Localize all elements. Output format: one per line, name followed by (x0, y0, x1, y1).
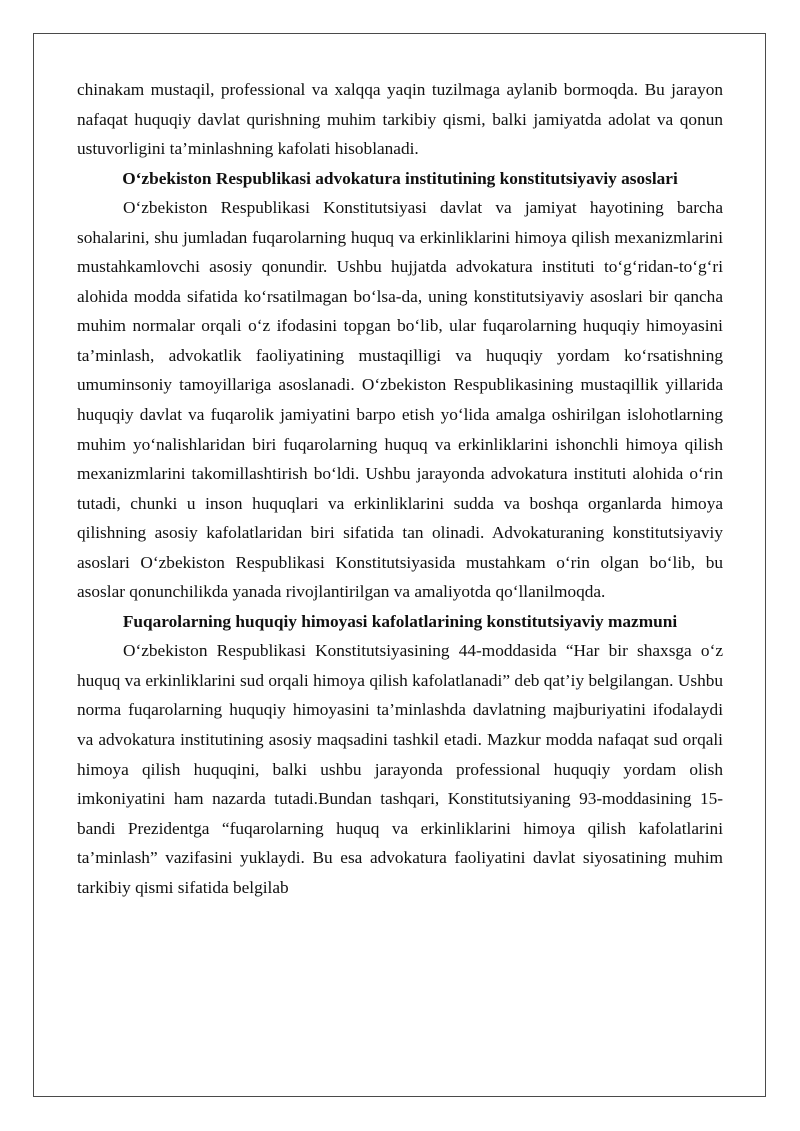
document-body (77, 75, 723, 902)
paragraph-legal-protection-guarantees: O‘zbekiston Respublikasi Konstitutsiyasining 44-moddasida “Har bir shaxsga o‘z huquq va erkinliklarini sud orqali himoya qilish kafolatlanadi” deb qat’iy belgilangan. Ushbu norma fuqarolarning huquqiy himoyasini ta’minlashda davlatning majburiyatini ifodalaydi va advokatura institutining asosiy maqsadini tashkil etadi. Mazkur modda nafaqat sud orqali himoya qilish huquqini, balki ushbu jarayonda professional huquqiy yordam olish imkoniyatini ham nazarda tutadi.Bundan tashqari, Konstitutsiyaning 93-moddasining 15-bandi Prezidentga “fuqarolarning huquq va erkinliklarini himoya qilish kafolatlarini ta’minlash” vazifasini yuklaydi. Bu esa advokatura faoliyatini davlat siyosatining muhim tarkibiy qismi sifatida belgilab (77, 641, 723, 897)
paragraph-constitutional-foundations: O‘zbekiston Respublikasi Konstitutsiyasi davlat va jamiyat hayotining barcha sohalarini, shu jumladan fuqarolarning huquq va erkinliklarini himoya qilish mexanizmlarini mustahkamlovchi asosiy qonundir. Ushbu hujjatda advokatura instituti to‘g‘ridan-to‘g‘ri alohida modda sifatida ko‘rsatilmagan bo‘lsa-da, uning konstitutsiyaviy asoslari bir qancha muhim normalar orqali o‘z ifodasini topgan bo‘lib, ular fuqarolarning huquqiy himoyasini ta’minlash, advokatlik faoliyatining mustaqilligi va huquqiy yordam ko‘rsatishning umuminsoniy tamoyillariga asoslanadi. O‘zbekiston Respublikasining mustaqillik yillarida huquqiy davlat va fuqarolik jamiyatini barpo etish yo‘lida amalga oshirilgan islohotlarning muhim yo‘nalishlaridan biri fuqarolarning huquq va erkinliklarini ishonchli himoya qilish mexanizmlarini takomillashtirish bo‘ldi. Ushbu jarayonda advokatura instituti alohida o‘rin tutadi, chunki u inson huquqlari va erkinliklarini sudda va boshqa organlarda himoya qilishning asosiy kafolatlaridan biri sifatida tan olinadi. Advokaturaning konstitutsiyaviy asoslari O‘zbekiston Respublikasi Konstitutsiyasida mustahkam o‘rin olgan bo‘lib, bu asoslar qonunchilikda yanada rivojlantirilgan va amaliyotda qo‘llanilmoqda. (77, 198, 723, 602)
paragraph-intro-continuation: chinakam mustaqil, professional va xalqqa yaqin tuzilmaga aylanib bormoqda. Bu jarayon nafaqat huquqiy davlat qurishning muhim tarkibiy qismi, balki jamiyatda adolat va qonun ustuvorligini ta’minlashning kafolati hisoblanadi. (77, 80, 723, 159)
section-heading-constitutional-foundations: O‘zbekiston Respublikasi advokatura institutining konstitutsiyaviy asoslari (122, 168, 678, 188)
section-heading-legal-protection-guarantees: Fuqarolarning huquqiy himoyasi kafolatlarining konstitutsiyaviy mazmuni (122, 611, 678, 631)
